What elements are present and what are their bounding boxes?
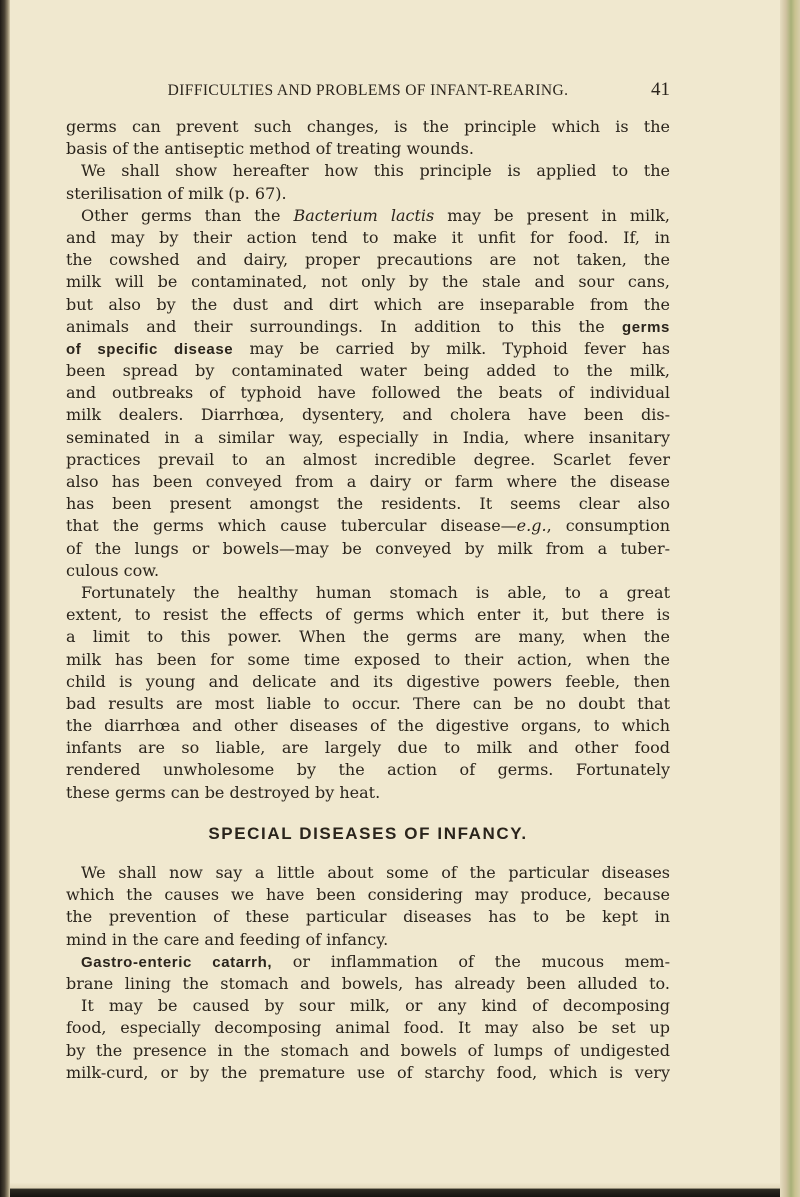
running-head-title: DIFFICULTIES AND PROBLEMS OF INFANT-REARING.	[167, 82, 569, 99]
text-line: sterilisation of milk (p. 67).	[66, 183, 287, 203]
running-head	[66, 79, 670, 104]
text-line: culous cow.	[66, 560, 160, 580]
text-line: the cowshed and dairy, proper precautions are not taken, the	[66, 250, 670, 270]
text-line: the prevention of these particular diseases has to be kept in	[66, 907, 670, 927]
bold-term: of specific disease	[66, 340, 234, 358]
text-line: practices prevail to an almost incredible degree. Scarlet fever	[66, 449, 670, 469]
text-line: basis of the antiseptic method of treating wounds.	[66, 139, 474, 159]
text-line: has been present amongst the residents. It seems clear also	[66, 494, 670, 514]
bold-term: Gastro-enteric catarrh,	[81, 953, 273, 971]
text-line: a limit to this power. When the germs are many, when the	[66, 627, 670, 647]
text-line: child is young and delicate and its digestive powers feeble, then	[66, 671, 670, 691]
text-line: and may by their action tend to make it unfit for food. If, in	[66, 227, 670, 247]
text-line: Fortunately the healthy human stomach is able, to a great	[81, 582, 670, 602]
text-line: by the presence in the stomach and bowels of lumps of undigested	[66, 1040, 670, 1060]
text-line: milk dealers. Diarrhœa, dysentery, and cholera have been dis-	[66, 405, 670, 425]
text-line: of specific disease may be carried by milk. Typhoid fever has	[66, 338, 670, 358]
binding-shadow	[0, 0, 10, 1197]
text-line: and outbreaks of typhoid have followed the beats of individual	[66, 383, 670, 403]
text-line: these germs can be destroyed by heat.	[66, 782, 381, 802]
text-line: also has been conveyed from a dairy or farm where the disease	[66, 472, 670, 491]
text-line: milk will be contaminated, not only by the stale and sour cans,	[66, 272, 670, 292]
text-line: extent, to resist the effects of germs which enter it, but there is	[66, 605, 670, 625]
text-line: seminated in a similar way, especially in India, where insanitary	[66, 427, 670, 447]
text-line: mind in the care and feeding of infancy.	[66, 929, 389, 949]
body-text	[66, 116, 670, 1084]
text-line: which the causes we have been considering may produce, because	[66, 885, 670, 905]
page-bottom-edge	[10, 1183, 780, 1197]
text-line: of the lungs or bowels—may be conveyed by milk from a tuber-	[66, 538, 670, 558]
text-line: brane lining the stomach and bowels, has already been alluded to.	[66, 973, 670, 993]
text-line: We shall now say a little about some of the particular diseases	[81, 863, 670, 883]
text-line: rendered unwholesome by the action of germs. Fortunately	[66, 760, 670, 780]
text-line: Other germs than the Bacterium lactis may be present in milk,	[81, 205, 671, 225]
italic-term: e.g.	[516, 516, 547, 536]
text-line: We shall show hereafter how this principle is applied to the	[81, 161, 670, 181]
text-line: food, especially decomposing animal food. It may also be set up	[66, 1018, 670, 1038]
text-line: milk-curd, or by the premature use of starchy food, which is very	[66, 1062, 670, 1082]
text-line: but also by the dust and dirt which are inseparable from the	[66, 294, 670, 314]
bold-term: germs	[621, 318, 670, 336]
text-line: animals and their surroundings. In addition to this the germs	[66, 316, 670, 336]
text-line: infants are so liable, are largely due to milk and other food	[66, 738, 670, 758]
text-line: Gastro-enteric catarrh, or inflammation of the mucous mem-	[81, 951, 671, 971]
text-line: germs can prevent such changes, is the principle which is the	[66, 117, 670, 136]
italic-term: Bacterium lactis	[293, 205, 435, 225]
text-line: milk has been for some time exposed to their action, when the	[66, 649, 670, 669]
text-line: It may be caused by sour milk, or any kind of decomposing	[81, 996, 670, 1016]
book-page	[66, 79, 671, 1084]
section-heading: SPECIAL DISEASES OF INFANCY.	[208, 823, 528, 843]
text-line: that the germs which cause tubercular disease—e.g., consumption	[66, 516, 670, 536]
text-line: the diarrhœa and other diseases of the digestive organs, to which	[66, 716, 670, 736]
text-line: bad results are most liable to occur. There can be no doubt that	[66, 693, 670, 713]
page-number: 41	[651, 79, 670, 100]
text-line: been spread by contaminated water being added to the milk,	[66, 361, 670, 381]
page-edge	[780, 0, 800, 1197]
